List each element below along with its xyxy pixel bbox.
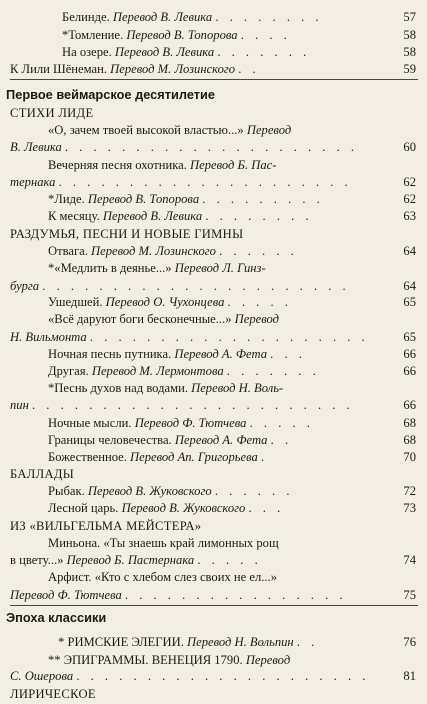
toc-entry-continuation: в цвету...» Перевод Б. Пастернака . . . . . 74 [0, 550, 427, 570]
page-number: 59 [403, 62, 416, 76]
translator: Перевод М. Лозинского [110, 62, 236, 76]
toc-entry: На озере. Перевод В. Левика . . . . . . . 58 [0, 42, 427, 62]
poem-title: На озере. [62, 45, 112, 59]
toc-entry [0, 258, 427, 278]
page-number: 68 [403, 416, 416, 430]
page-number: 72 [403, 484, 416, 498]
translator: Перевод [234, 312, 280, 326]
poem-title: Границы человечества. [48, 433, 172, 447]
toc-entry: Границы человечества. Перевод А. Фета . . 68 [0, 430, 427, 450]
toc-entry: Божественное. Перевод Ап. Григорьева . 70 [0, 447, 427, 467]
translator: Перевод В. Жуковского [121, 501, 246, 515]
translator: бурга [10, 279, 40, 293]
page-number: 66 [403, 347, 416, 361]
page-number: 64 [403, 279, 416, 293]
toc-entry-continuation: С. Ошерова . . . . . . . . . . . . . . . . . . . . . 81 [0, 666, 427, 686]
translator: Перевод [245, 653, 291, 667]
translator: Перевод Н. Воль- [191, 381, 284, 395]
poem-title: К месяцу. [48, 209, 100, 223]
toc-entry: Белинде. Перевод В. Левика . . . . . . . . 57 [0, 7, 427, 27]
cycle-heading: БАЛЛАДЫ [10, 467, 75, 481]
poem-title: * РИМСКИЕ ЭЛЕГИИ. [58, 635, 184, 649]
page-number: 58 [403, 28, 416, 42]
page-number: 66 [403, 364, 416, 378]
page-number: 74 [403, 553, 416, 567]
toc-entry-continuation: пин . . . . . . . . . . . . . . . . . . . . . . . 66 [0, 395, 427, 415]
translator: Перевод М. Лермонтова [91, 364, 224, 378]
translator: Перевод Ф. Тютчева [134, 416, 247, 430]
page-number: 68 [403, 433, 416, 447]
translator: Перевод В. Левика [112, 10, 213, 24]
cycle-heading: РАЗДУМЬЯ, ПЕСНИ И НОВЫЕ ГИМНЫ [10, 227, 244, 241]
poem-title: Арфист. «Кто с хлебом слез своих не ел...» [48, 570, 277, 584]
page-number: 60 [403, 140, 416, 154]
toc-entry-continuation: Н. Вильмонта . . . . . . . . . . . . . . . . . . . . 65 [0, 327, 427, 347]
translator: Перевод М. Лозинского [91, 244, 216, 258]
divider [10, 605, 418, 606]
poem-title: «Всё даруют боги бесконечные...» [48, 312, 232, 326]
toc-entry [0, 567, 427, 587]
toc-entry: Ночная песнь путника. Перевод А. Фета . . . 66 [0, 344, 427, 364]
page-number: 62 [403, 175, 416, 189]
page-number: 64 [403, 244, 416, 258]
translator: пин [10, 398, 29, 412]
poem-title: Ночная песнь путника. [48, 347, 172, 361]
page-number: 70 [403, 450, 416, 464]
translator: Перевод О. Чухонцева [105, 295, 225, 309]
toc-entry: К Лили Шёнеман. Перевод М. Лозинского . . 59 [0, 59, 427, 79]
translator: Перевод В. Левика [114, 45, 215, 59]
page-number: 75 [403, 588, 416, 602]
poem-title: Ночные мысли. [48, 416, 132, 430]
section-title: Первое веймарское десятилетие [6, 87, 216, 102]
translator: Перевод В. Топорова [87, 192, 200, 206]
translator: Перевод Ап. Григорьева [130, 450, 258, 464]
poem-title: Отвага. [48, 244, 88, 258]
page-number: 58 [403, 45, 416, 59]
poem-title: Ушедшей. [48, 295, 103, 309]
translator: Н. Вильмонта [10, 330, 87, 344]
translator: тернака [10, 175, 56, 189]
poem-title: Миньона. «Ты знаешь край лимонных рощ [48, 536, 279, 550]
toc-entry: * РИМСКИЕ ЭЛЕГИИ. Перевод Н. Вольпин . . 76 [0, 632, 427, 652]
toc-entry: *Лиде. Перевод В. Топорова . . . . . . . . . 62 [0, 189, 427, 209]
poem-title: Рыбак. [48, 484, 85, 498]
poem-title: Божественное. [48, 450, 127, 464]
toc-entry-continuation: В. Левика . . . . . . . . . . . . . . . . . . . . . 60 [0, 137, 427, 157]
toc-entry-continuation: Перевод Ф. Тютчева . . . . . . . . . . . . . . . . 75 [0, 585, 427, 605]
page-number: 81 [403, 669, 416, 683]
translator: Перевод Л. Гинз- [174, 261, 266, 275]
page-number: 73 [403, 501, 416, 515]
poem-title: в цвету...» [10, 553, 64, 567]
poem-title: «О, зачем твоей высокой властью...» [48, 123, 244, 137]
toc-entry: *Томление. Перевод В. Топорова . . . . 58 [0, 25, 427, 45]
cycle-heading: ИЗ «ВИЛЬГЕЛЬМА МЕЙСТЕРА» [10, 519, 202, 533]
toc-entry: Другая. Перевод М. Лермонтова . . . . . . . 66 [0, 361, 427, 381]
translator: Перевод А. Фета [174, 433, 268, 447]
page-number: 65 [403, 295, 416, 309]
page-number: 57 [403, 10, 416, 24]
toc-entry: Ночные мысли. Перевод Ф. Тютчева . . . . . 68 [0, 413, 427, 433]
translator: Перевод Б. Пас- [190, 158, 277, 172]
poem-title: *Песнь духов над водами. [48, 381, 188, 395]
translator: Перевод Б. Пастернака [66, 553, 195, 567]
page-number: 65 [403, 330, 416, 344]
toc-entry: Лесной царь. Перевод В. Жуковского . . . 73 [0, 498, 427, 518]
poem-title: *Томление. [62, 28, 124, 42]
toc-entry: Рыбак. Перевод В. Жуковского . . . . . . 72 [0, 481, 427, 501]
poem-title: Лесной царь. [48, 501, 119, 515]
translator: С. Ошерова [10, 669, 74, 683]
cycle-heading: ЛИРИЧЕСКОЕ [10, 687, 96, 701]
translator: Перевод В. Левика [102, 209, 203, 223]
poem-title: ** ЭПИГРАММЫ. ВЕНЕЦИЯ 1790. [48, 653, 243, 667]
toc-entry [0, 309, 427, 329]
cycle-heading: СТИХИ ЛИДЕ [10, 106, 94, 120]
translator: Перевод Н. Вольпин [187, 635, 294, 649]
toc-entry: Ушедшей. Перевод О. Чухонцева . . . . . 65 [0, 292, 427, 312]
page-number: 76 [403, 635, 416, 649]
section-title: Эпоха классики [6, 610, 107, 625]
poem-title: Вечерняя песня охотника. [48, 158, 187, 172]
page-number: 62 [403, 192, 416, 206]
toc-entry-continuation: бурга . . . . . . . . . . . . . . . . . . . . . . 64 [0, 276, 427, 296]
toc-entry: К месяцу. Перевод В. Левика . . . . . . . . 63 [0, 206, 427, 226]
poem-title: Белинде. [62, 10, 110, 24]
page-number: 66 [403, 398, 416, 412]
translator: Перевод Ф. Тютчева [10, 588, 122, 602]
page-number: 63 [403, 209, 416, 223]
translator: Перевод А. Фета [174, 347, 267, 361]
divider [10, 79, 418, 80]
translator: Перевод В. Топорова [126, 28, 238, 42]
poem-title: Другая. [48, 364, 89, 378]
translator: В. Левика [10, 140, 62, 154]
toc-entry-continuation: тернака . . . . . . . . . . . . . . . . . . . . . 62 [0, 172, 427, 192]
translator: Перевод В. Жуковского [87, 484, 212, 498]
translator: Перевод [246, 123, 292, 137]
poem-title: *Лиде. [48, 192, 85, 206]
poem-title: К Лили Шёнеман. [10, 62, 107, 76]
poem-title: *«Медлить в деянье...» [48, 261, 172, 275]
toc-entry: Отвага. Перевод М. Лозинского . . . . . . 64 [0, 241, 427, 261]
